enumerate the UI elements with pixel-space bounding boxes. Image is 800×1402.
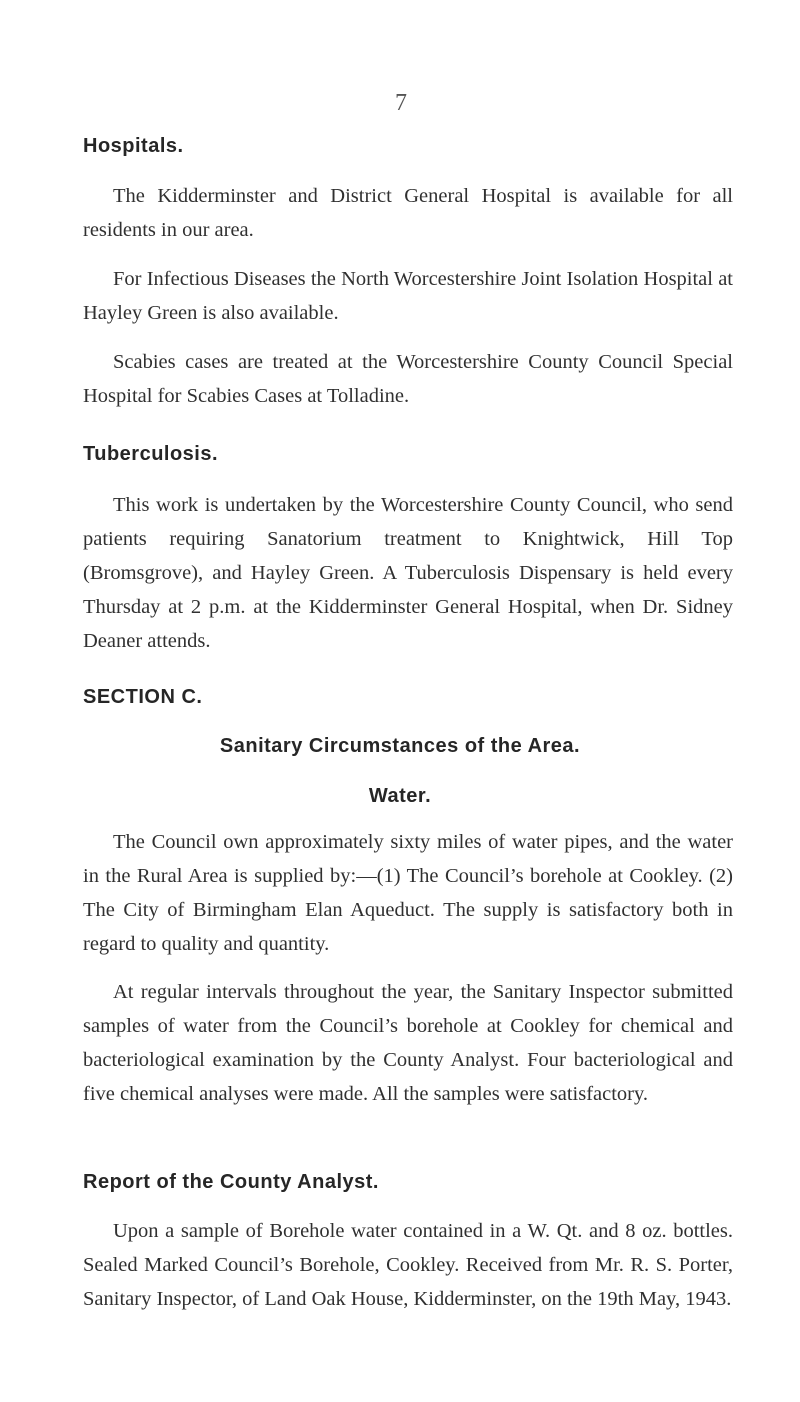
county-analyst-report-paragraph: Upon a sample of Borehole water contained in a W. Qt. and 8 oz. bottles. Sealed Marked Council’s Borehole, Cookley. Received from Mr. R. S. Porter, Sanitary Inspector, of Land Oak House, Kidderminster, on the 19th May, 1943. [83,1220,733,1310]
hospitals-paragraph-2: For Infectious Diseases the North Worcestershire Joint Isolation Hospital at Hayley Green is also available. [83,268,733,324]
water-paragraph-2: At regular intervals throughout the year, the Sanitary Inspector submitted samples of water from the Council’s borehole at Cookley for chemical and bacteriological examination by the County Analyst. Four bacteriological and five chemical analyses were made. All the samples were satisfactory. [83,981,733,1105]
sanitary-circumstances-heading: Sanitary Circumstances of the Area. [219,735,581,757]
water-paragraph-1: The Council own approximately sixty miles of water pipes, and the water in the Rural Area is supplied by:—(1) The Council’s borehole at Cookley. (2) The City of Birmingham Elan Aqueduct. The supply is satisfactory both in regard to quality and quantity. [83,831,733,955]
section-c-heading: SECTION C. [83,686,203,708]
water-heading: Water. [368,785,432,807]
tuberculosis-heading: Tuberculosis. [83,443,219,465]
hospitals-paragraph-1: The Kidderminster and District General Hospital is available for all residents in our area. [83,185,733,241]
tuberculosis-paragraph: This work is undertaken by the Worcestershire County Council, who send patients requiring Sanatorium treatment to Knightwick, Hill Top (Bromsgrove), and Hayley Green. A Tuberculosis Dispensary is held every Thursday at 2 p.m. at the Kidderminster General Hospital, when Dr. Sidney Deaner attends. [83,494,733,652]
hospitals-heading: Hospitals. [83,135,184,157]
hospitals-paragraph-3: Scabies cases are treated at the Worcestershire County Council Special Hospital for Scabies Cases at Tolladine. [83,351,733,407]
county-analyst-report-heading: Report of the County Analyst. [83,1171,379,1193]
page-number: 7 [395,90,407,116]
